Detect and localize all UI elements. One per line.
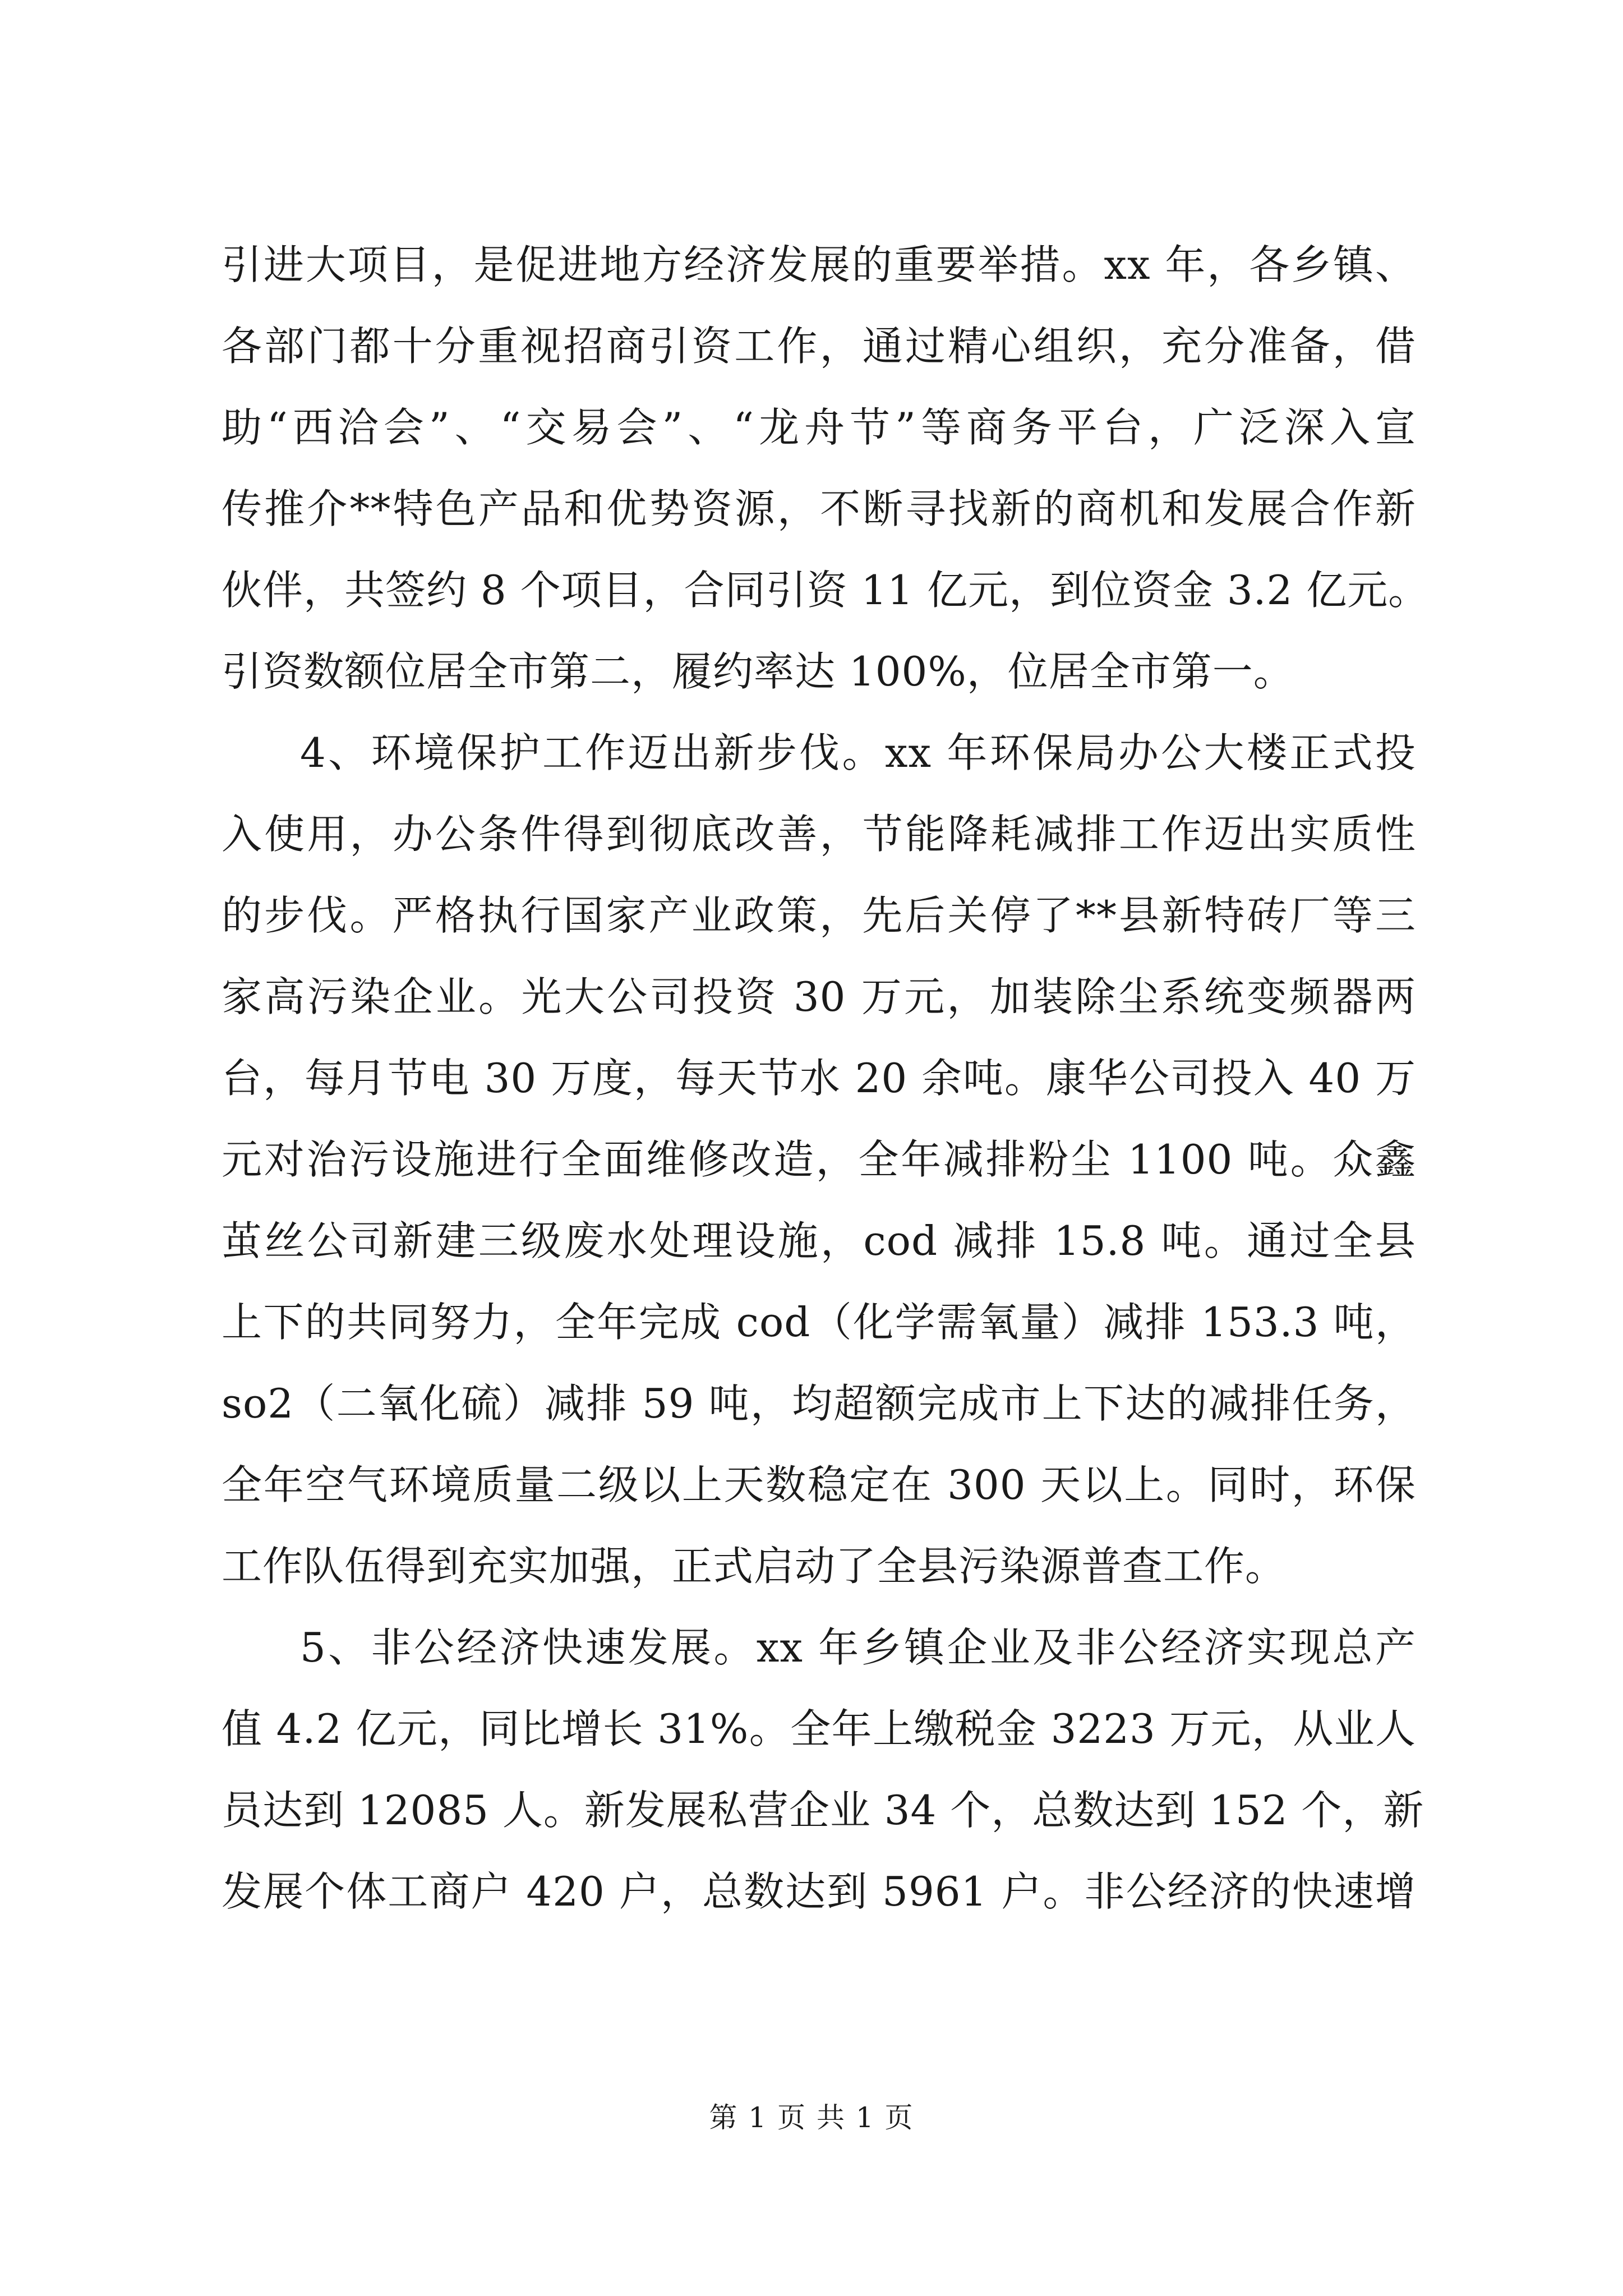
paragraph-investment: [222, 224, 1430, 712]
text-line: 发展个体工商户 420 户，总数达到 5961 户。非公经济的快速增: [222, 1868, 1416, 1915]
paragraph-private-economy: [222, 1607, 1424, 1932]
text-line: 元对治污设施进行全面维修改造，全年减排粉尘 1100 吨。众鑫: [222, 1136, 1416, 1183]
text-line: 入使用，办公条件得到彻底改善，节能降耗减排工作迈出实质性: [222, 811, 1416, 858]
text-line: 上下的共同努力，全年完成 cod（化学需氧量）减排 153.3 吨，: [222, 1299, 1416, 1346]
text-line: 员达到 12085 人。新发展私营企业 34 个，总数达到 152 个，新: [222, 1787, 1424, 1834]
paragraph-environment: [222, 712, 1416, 1607]
text-line: 4、环境保护工作迈出新步伐。xx 年环保局办公大楼正式投: [300, 729, 1416, 776]
text-line: 工作队伍得到充实加强，正式启动了全县污染源普查工作。: [222, 1543, 1287, 1590]
text-line: 台，每月节电 30 万度，每天节水 20 余吨。康华公司投入 40 万: [222, 1055, 1416, 1102]
text-line: 引资数额位居全市第二，履约率达 100%，位居全市第一。: [222, 648, 1294, 695]
text-line: 伙伴，共签约 8 个项目，合同引资 11 亿元，到位资金 3.2 亿元。: [222, 567, 1430, 614]
text-line: 5、非公经济快速发展。xx 年乡镇企业及非公经济实现总产: [300, 1624, 1416, 1671]
text-line: 助“西洽会”、“交易会”、“龙舟节”等商务平台，广泛深入宣: [222, 404, 1416, 451]
text-line: 传推介**特色产品和优势资源，不断寻找新的商机和发展合作新: [222, 485, 1416, 532]
text-line: 茧丝公司新建三级废水处理设施，cod 减排 15.8 吨。通过全县: [222, 1217, 1416, 1264]
text-line: so2（二氧化硫）减排 59 吨，均超额完成市上下达的减排任务，: [222, 1380, 1416, 1427]
text-line: 值 4.2 亿元，同比增长 31%。全年上缴税金 3223 万元，从业人: [222, 1705, 1416, 1752]
text-line: 家高污染企业。光大公司投资 30 万元，加装除尘系统变频器两: [222, 973, 1416, 1020]
text-line: 引进大项目，是促进地方经济发展的重要举措。xx 年，各乡镇、: [222, 241, 1416, 288]
document-body: [222, 224, 1430, 1932]
page-footer: [0, 2098, 1623, 2137]
page-number-label: 第 1 页 共 1 页: [709, 2101, 914, 2134]
text-line: 全年空气环境质量二级以上天数稳定在 300 天以上。同时，环保: [222, 1461, 1416, 1508]
text-line: 的步伐。严格执行国家产业政策，先后关停了**县新特砖厂等三: [222, 892, 1416, 939]
text-line: 各部门都十分重视招商引资工作，通过精心组织，充分准备，借: [222, 323, 1416, 370]
